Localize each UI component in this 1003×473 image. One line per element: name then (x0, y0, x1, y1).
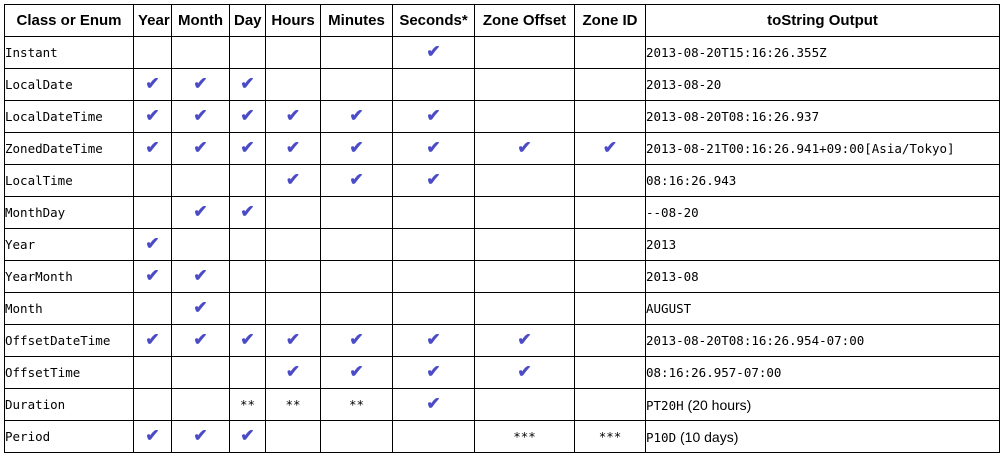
field-mark-cell (575, 229, 646, 261)
header-row (5, 5, 1000, 37)
field-mark-cell (475, 229, 575, 261)
footnote-marker: ** (285, 396, 301, 412)
check-icon: ✔ (285, 138, 301, 157)
field-mark-cell (475, 101, 575, 133)
class-name-cell: Duration (5, 389, 134, 421)
field-mark-cell (134, 133, 172, 165)
check-icon: ✔ (285, 330, 301, 349)
check-icon: ✔ (517, 330, 532, 349)
field-mark-cell (172, 101, 230, 133)
field-mark-cell (172, 389, 230, 421)
check-icon: ✔ (285, 106, 301, 125)
field-mark-cell (575, 101, 646, 133)
check-icon: ✔ (240, 426, 255, 445)
field-mark-cell (475, 69, 575, 101)
field-mark-cell (475, 165, 575, 197)
field-mark-cell (172, 37, 230, 69)
field-mark-cell (393, 325, 475, 357)
table-row (5, 165, 1000, 197)
column-header-tostring-output: toString Output (646, 5, 1000, 37)
tostring-output-cell (646, 293, 1000, 325)
field-mark-cell (134, 293, 172, 325)
field-mark-cell (393, 37, 475, 69)
check-icon: ✔ (193, 266, 208, 285)
field-mark-cell (172, 229, 230, 261)
check-icon: ✔ (145, 426, 160, 445)
field-mark-cell (321, 357, 393, 389)
field-mark-cell (321, 389, 393, 421)
field-mark-cell (266, 69, 321, 101)
check-icon: ✔ (193, 426, 208, 445)
column-header-year: Year (134, 5, 172, 37)
output-value: 2013-08-21T00:16:26.941+09:00[Asia/Tokyo] (646, 141, 955, 156)
check-icon: ✔ (240, 202, 255, 221)
datetime-classes-table (4, 4, 1000, 453)
field-mark-cell (230, 261, 266, 293)
field-mark-cell (393, 133, 475, 165)
check-icon: ✔ (517, 362, 532, 381)
field-mark-cell (393, 389, 475, 421)
output-value: 08:16:26.943 (646, 173, 737, 188)
check-icon: ✔ (193, 106, 208, 125)
field-mark-cell (475, 133, 575, 165)
field-mark-cell (321, 69, 393, 101)
field-mark-cell (230, 229, 266, 261)
check-icon: ✔ (349, 138, 364, 157)
footnote-marker: ** (348, 396, 365, 412)
tostring-output-cell (646, 421, 1000, 453)
table-row (5, 389, 1000, 421)
class-name-cell: Period (5, 421, 134, 453)
class-name-cell: OffsetDateTime (5, 325, 134, 357)
check-icon: ✔ (349, 330, 364, 349)
field-mark-cell (134, 101, 172, 133)
column-header-minutes: Minutes (321, 5, 393, 37)
field-mark-cell (393, 165, 475, 197)
check-icon: ✔ (145, 330, 160, 349)
footnote-marker: *** (513, 428, 536, 444)
check-icon: ✔ (426, 170, 441, 189)
column-header-seconds: Seconds* (393, 5, 475, 37)
field-mark-cell (575, 197, 646, 229)
field-mark-cell (172, 165, 230, 197)
table-row (5, 325, 1000, 357)
table-row (5, 421, 1000, 453)
class-name-cell: Year (5, 229, 134, 261)
check-icon: ✔ (240, 138, 255, 157)
field-mark-cell (475, 389, 575, 421)
field-mark-cell (134, 229, 172, 261)
field-mark-cell (134, 165, 172, 197)
output-value: --08-20 (646, 205, 699, 220)
output-value: PT20H (646, 397, 684, 413)
tostring-output-cell (646, 261, 1000, 293)
field-mark-cell (266, 197, 321, 229)
field-mark-cell (230, 421, 266, 453)
field-mark-cell (393, 197, 475, 229)
check-icon: ✔ (193, 202, 208, 221)
table-body (5, 37, 1000, 453)
field-mark-cell (266, 261, 321, 293)
output-value: P10D (646, 429, 677, 445)
field-mark-cell (575, 261, 646, 293)
field-mark-cell (172, 357, 230, 389)
field-mark-cell (266, 229, 321, 261)
column-header-zone-id: Zone ID (575, 5, 646, 37)
tostring-output-cell (646, 37, 1000, 69)
check-icon: ✔ (145, 74, 160, 93)
table-row (5, 261, 1000, 293)
tostring-output-cell (646, 165, 1000, 197)
field-mark-cell (393, 261, 475, 293)
tostring-output-cell (646, 325, 1000, 357)
check-icon: ✔ (517, 138, 532, 157)
footnote-marker: ** (239, 396, 256, 412)
field-mark-cell (475, 421, 575, 453)
field-mark-cell (475, 325, 575, 357)
check-icon: ✔ (193, 330, 208, 349)
field-mark-cell (266, 133, 321, 165)
field-mark-cell (172, 261, 230, 293)
field-mark-cell (321, 325, 393, 357)
field-mark-cell (393, 101, 475, 133)
field-mark-cell (475, 261, 575, 293)
field-mark-cell (134, 421, 172, 453)
field-mark-cell (230, 197, 266, 229)
field-mark-cell (230, 69, 266, 101)
output-note: (10 days) (676, 428, 739, 445)
field-mark-cell (321, 165, 393, 197)
check-icon: ✔ (193, 298, 208, 317)
field-mark-cell (321, 133, 393, 165)
field-mark-cell (575, 357, 646, 389)
field-mark-cell (134, 261, 172, 293)
class-name-cell: LocalDateTime (5, 101, 134, 133)
tostring-output-cell (646, 389, 1000, 421)
field-mark-cell (172, 69, 230, 101)
class-name-cell: OffsetTime (5, 357, 134, 389)
check-icon: ✔ (426, 394, 441, 413)
tostring-output-cell (646, 229, 1000, 261)
table-row (5, 357, 1000, 389)
field-mark-cell (575, 69, 646, 101)
field-mark-cell (134, 69, 172, 101)
column-header-class-or-enum: Class or Enum (5, 5, 134, 37)
check-icon: ✔ (602, 138, 618, 157)
field-mark-cell (230, 325, 266, 357)
tostring-output-cell (646, 101, 1000, 133)
field-mark-cell (475, 37, 575, 69)
check-icon: ✔ (193, 138, 208, 157)
field-mark-cell (266, 101, 321, 133)
check-icon: ✔ (285, 362, 301, 381)
tostring-output-cell (646, 357, 1000, 389)
field-mark-cell (393, 357, 475, 389)
output-value: 2013-08 (646, 269, 699, 284)
field-mark-cell (266, 37, 321, 69)
field-mark-cell (575, 133, 646, 165)
field-mark-cell (575, 293, 646, 325)
field-mark-cell (230, 165, 266, 197)
tostring-output-cell (646, 197, 1000, 229)
check-icon: ✔ (240, 106, 255, 125)
field-mark-cell (575, 421, 646, 453)
tostring-output-cell (646, 133, 1000, 165)
field-mark-cell (393, 69, 475, 101)
field-mark-cell (475, 197, 575, 229)
field-mark-cell (575, 389, 646, 421)
class-name-cell: Instant (5, 37, 134, 69)
class-name-cell: ZonedDateTime (5, 133, 134, 165)
class-name-cell: YearMonth (5, 261, 134, 293)
check-icon: ✔ (240, 74, 255, 93)
column-header-zone-offset: Zone Offset (475, 5, 575, 37)
check-icon: ✔ (145, 138, 160, 157)
check-icon: ✔ (240, 330, 255, 349)
table-row (5, 37, 1000, 69)
field-mark-cell (134, 325, 172, 357)
field-mark-cell (172, 421, 230, 453)
class-name-cell: LocalDate (5, 69, 134, 101)
check-icon: ✔ (145, 266, 160, 285)
field-mark-cell (475, 357, 575, 389)
field-mark-cell (172, 293, 230, 325)
check-icon: ✔ (285, 170, 301, 189)
output-value: 2013 (646, 237, 677, 252)
table-row (5, 133, 1000, 165)
check-icon: ✔ (349, 106, 364, 125)
field-mark-cell (266, 389, 321, 421)
field-mark-cell (134, 357, 172, 389)
check-icon: ✔ (349, 170, 364, 189)
field-mark-cell (266, 165, 321, 197)
table-row (5, 69, 1000, 101)
table-row (5, 293, 1000, 325)
field-mark-cell (321, 293, 393, 325)
field-mark-cell (575, 37, 646, 69)
field-mark-cell (266, 325, 321, 357)
check-icon: ✔ (426, 138, 441, 157)
field-mark-cell (230, 389, 266, 421)
check-icon: ✔ (426, 362, 441, 381)
check-icon: ✔ (426, 330, 441, 349)
field-mark-cell (172, 325, 230, 357)
field-mark-cell (230, 101, 266, 133)
check-icon: ✔ (426, 42, 441, 61)
check-icon: ✔ (145, 106, 160, 125)
field-mark-cell (393, 293, 475, 325)
output-value: 08:16:26.957-07:00 (646, 365, 782, 380)
output-value: AUGUST (646, 301, 692, 316)
field-mark-cell (475, 293, 575, 325)
table-row (5, 197, 1000, 229)
column-header-day: Day (230, 5, 266, 37)
output-value: 2013-08-20T08:16:26.937 (646, 109, 820, 124)
field-mark-cell (393, 421, 475, 453)
column-header-hours: Hours (266, 5, 321, 37)
table-row (5, 229, 1000, 261)
field-mark-cell (134, 197, 172, 229)
output-note: (20 hours) (683, 396, 752, 413)
class-name-cell: MonthDay (5, 197, 134, 229)
field-mark-cell (266, 357, 321, 389)
field-mark-cell (134, 37, 172, 69)
check-icon: ✔ (349, 362, 364, 381)
field-mark-cell (575, 165, 646, 197)
tostring-output-cell (646, 69, 1000, 101)
field-mark-cell (266, 293, 321, 325)
table-header (5, 5, 1000, 37)
field-mark-cell (321, 101, 393, 133)
check-icon: ✔ (193, 74, 208, 93)
field-mark-cell (393, 229, 475, 261)
output-value: 2013-08-20T08:16:26.954-07:00 (646, 333, 865, 348)
output-value: 2013-08-20 (646, 77, 722, 92)
field-mark-cell (230, 133, 266, 165)
class-name-cell: LocalTime (5, 165, 134, 197)
footnote-marker: *** (598, 428, 622, 444)
output-value: 2013-08-20T15:16:26.355Z (646, 45, 827, 60)
field-mark-cell (230, 37, 266, 69)
field-mark-cell (172, 133, 230, 165)
column-header-month: Month (172, 5, 230, 37)
field-mark-cell (230, 293, 266, 325)
field-mark-cell (321, 261, 393, 293)
check-icon: ✔ (426, 106, 441, 125)
check-icon: ✔ (145, 234, 160, 253)
field-mark-cell (321, 229, 393, 261)
field-mark-cell (230, 357, 266, 389)
field-mark-cell (321, 197, 393, 229)
class-name-cell: Month (5, 293, 134, 325)
field-mark-cell (266, 421, 321, 453)
field-mark-cell (575, 325, 646, 357)
field-mark-cell (172, 197, 230, 229)
table-row (5, 101, 1000, 133)
field-mark-cell (134, 389, 172, 421)
field-mark-cell (321, 421, 393, 453)
field-mark-cell (321, 37, 393, 69)
